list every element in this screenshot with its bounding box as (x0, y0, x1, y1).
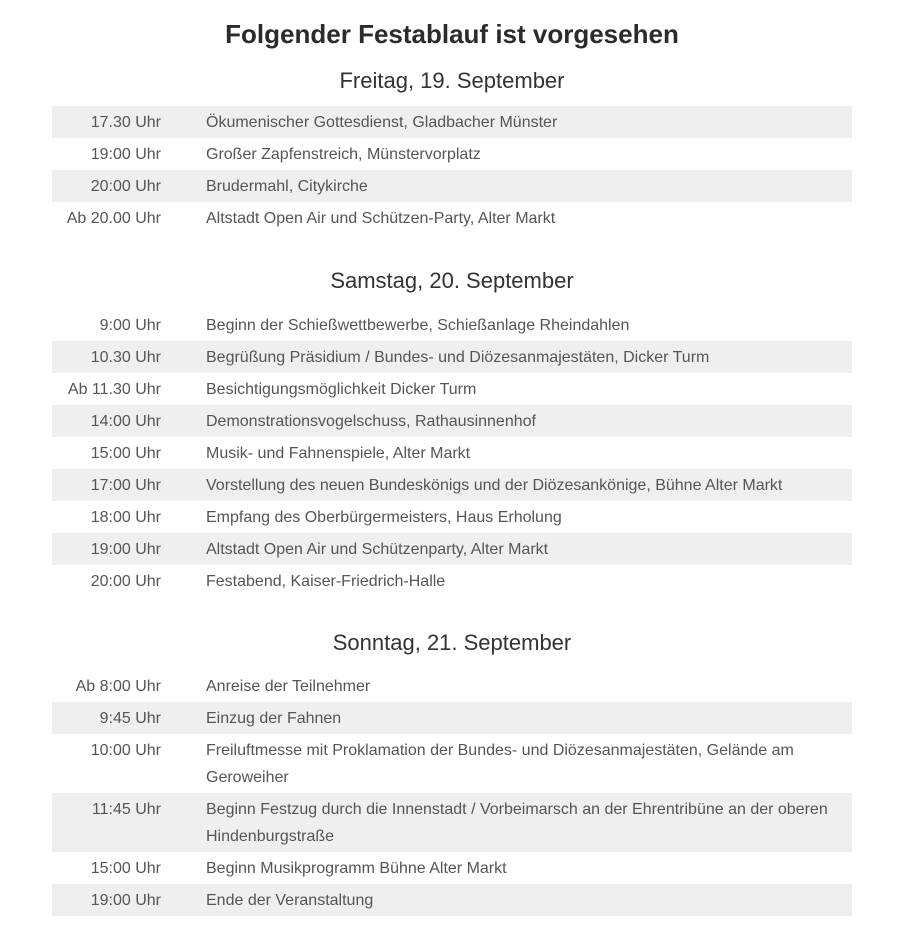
event-description: Großer Zapfenstreich, Münstervorplatz (206, 145, 481, 163)
day-heading-saturday: Samstag, 20. September (330, 268, 574, 293)
table-row (52, 469, 852, 501)
day-heading-sunday: Sonntag, 21. September (332, 630, 572, 655)
event-description: Ökumenischer Gottesdienst, Gladbacher Münster (206, 113, 558, 131)
event-time: Ab 8:00 Uhr (75, 677, 161, 695)
event-time: 19:00 Uhr (90, 145, 161, 163)
event-time: 9:45 Uhr (99, 709, 161, 727)
event-description: Anreise der Teilnehmer (206, 677, 371, 695)
event-time: 10.30 Uhr (90, 348, 161, 366)
event-description: Brudermahl, Citykirche (206, 177, 368, 195)
event-description: Altstadt Open Air und Schützenparty, Alter Markt (206, 540, 549, 558)
event-description: Einzug der Fahnen (206, 709, 342, 727)
event-time: 15:00 Uhr (90, 444, 161, 462)
schedule-table-sunday (52, 670, 852, 916)
event-time: 17:00 Uhr (90, 476, 161, 494)
table-row (52, 202, 852, 234)
event-description: Altstadt Open Air und Schützen-Party, Alter Markt (206, 209, 556, 227)
table-row (52, 170, 852, 202)
event-description: Freiluftmesse mit Proklamation der Bundes- und Diözesanmajestäten, Gelände am Geroweiher (206, 741, 794, 786)
table-row (52, 106, 852, 138)
table-row (52, 852, 852, 884)
table-row (52, 884, 852, 916)
schedule-table-saturday (52, 309, 852, 597)
event-time: 20:00 Uhr (90, 177, 161, 195)
table-row (52, 533, 852, 565)
table-row (52, 702, 852, 734)
event-time: 17.30 Uhr (90, 113, 161, 131)
event-time: 11:45 Uhr (91, 800, 161, 818)
event-time: Ab 20.00 Uhr (66, 209, 161, 227)
table-row (52, 501, 852, 533)
event-description: Beginn Musikprogramm Bühne Alter Markt (206, 859, 507, 877)
table-row (52, 437, 852, 469)
event-description: Beginn Festzug durch die Innenstadt / Vorbeimarsch an der Ehrentribüne an der oberen Hindenburgstraße (206, 800, 828, 845)
event-description: Begrüßung Präsidium / Bundes- und Diözesanmajestäten, Dicker Turm (206, 348, 710, 366)
event-time: 10:00 Uhr (90, 741, 161, 759)
table-row (52, 309, 852, 341)
table-row (52, 793, 852, 852)
table-row (52, 565, 852, 597)
event-time: Ab 11.30 Uhr (67, 380, 161, 398)
table-row (52, 734, 852, 793)
event-time: 18:00 Uhr (90, 508, 161, 526)
event-description: Festabend, Kaiser-Friedrich-Halle (206, 572, 446, 590)
table-row (52, 405, 852, 437)
schedule-table-friday (52, 106, 852, 234)
event-time: 19:00 Uhr (90, 540, 161, 558)
event-description: Vorstellung des neuen Bundeskönigs und der Diözesankönige, Bühne Alter Markt (206, 476, 783, 494)
table-row (52, 373, 852, 405)
day-heading-friday: Freitag, 19. September (339, 68, 565, 93)
table-row (52, 138, 852, 170)
event-description: Demonstrationsvogelschuss, Rathausinnenhof (206, 412, 536, 430)
event-description: Musik- und Fahnenspiele, Alter Markt (206, 444, 471, 462)
event-time: 19:00 Uhr (90, 891, 161, 909)
page-title: Folgender Festablauf ist vorgesehen (225, 19, 679, 49)
event-time: 15:00 Uhr (90, 859, 161, 877)
event-time: 20:00 Uhr (90, 572, 161, 590)
event-description: Ende der Veranstaltung (206, 891, 374, 909)
event-time: 9:00 Uhr (99, 316, 161, 334)
table-row (52, 670, 852, 702)
event-time: 14:00 Uhr (90, 412, 161, 430)
event-description: Beginn der Schießwettbewerbe, Schießanlage Rheindahlen (206, 316, 630, 334)
table-row (52, 341, 852, 373)
event-description: Empfang des Oberbürgermeisters, Haus Erholung (206, 508, 562, 526)
event-description: Besichtigungsmöglichkeit Dicker Turm (206, 380, 477, 398)
